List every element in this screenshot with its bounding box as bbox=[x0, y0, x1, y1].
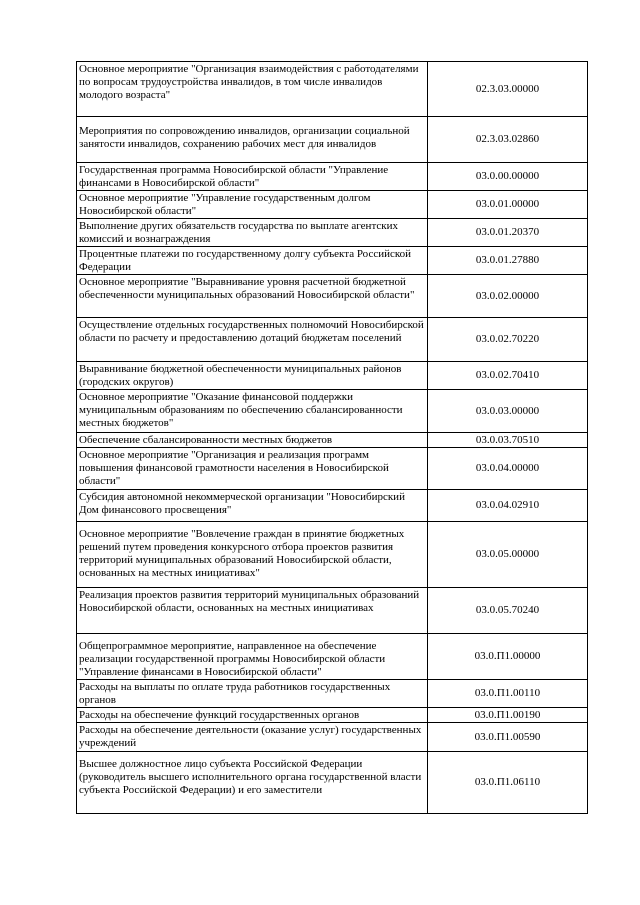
table-row bbox=[77, 219, 588, 247]
row-code: 03.0.03.00000 bbox=[428, 390, 588, 433]
table-row bbox=[77, 522, 588, 588]
table-row bbox=[77, 362, 588, 390]
table-row bbox=[77, 247, 588, 275]
table-row bbox=[77, 490, 588, 522]
row-name: Субсидия автономной некоммерческой организации "Новосибирский Дом финансового просвещения" bbox=[77, 490, 428, 522]
row-code: 03.0.01.00000 bbox=[428, 191, 588, 219]
row-code: 03.0.02.00000 bbox=[428, 275, 588, 318]
row-name: Общепрограммное мероприятие, направленное на обеспечение реализации государственной программы Новосибирской области "Управление финансами в Новосибирской области" bbox=[77, 634, 428, 680]
table-row bbox=[77, 634, 588, 680]
table-row bbox=[77, 390, 588, 433]
table-row bbox=[77, 318, 588, 362]
table-row bbox=[77, 275, 588, 318]
row-code: 03.0.04.00000 bbox=[428, 448, 588, 490]
row-name: Основное мероприятие "Выравнивание уровня расчетной бюджетной обеспеченности муниципальных образований Новосибирской области" bbox=[77, 275, 428, 318]
table-row bbox=[77, 723, 588, 752]
row-name: Процентные платежи по государственному долгу субъекта Российской Федерации bbox=[77, 247, 428, 275]
row-name: Выполнение других обязательств государства по выплате агентских комиссий и вознаграждения bbox=[77, 219, 428, 247]
row-name: Расходы на выплаты по оплате труда работников государственных органов bbox=[77, 680, 428, 708]
row-name: Расходы на обеспечение деятельности (оказание услуг) государственных учреждений bbox=[77, 723, 428, 752]
row-code: 03.0.02.70410 bbox=[428, 362, 588, 390]
row-name: Основное мероприятие "Управление государственным долгом Новосибирской области" bbox=[77, 191, 428, 219]
row-code: 03.0.02.70220 bbox=[428, 318, 588, 362]
row-code: 03.0.П1.00110 bbox=[428, 680, 588, 708]
table-row bbox=[77, 588, 588, 634]
row-name: Реализация проектов развития территорий муниципальных образований Новосибирской области, основанных на местных инициативах bbox=[77, 588, 428, 634]
budget-classification-table bbox=[76, 61, 588, 814]
table-row bbox=[77, 163, 588, 191]
table-row bbox=[77, 117, 588, 163]
table-row bbox=[77, 752, 588, 814]
row-code: 03.0.05.00000 bbox=[428, 522, 588, 588]
row-code: 03.0.04.02910 bbox=[428, 490, 588, 522]
row-code: 03.0.П1.00190 bbox=[428, 708, 588, 723]
table-body bbox=[77, 62, 588, 814]
row-name: Государственная программа Новосибирской области "Управление финансами в Новосибирской области" bbox=[77, 163, 428, 191]
row-code: 03.0.00.00000 bbox=[428, 163, 588, 191]
row-code: 03.0.05.70240 bbox=[428, 588, 588, 634]
row-code: 02.3.03.02860 bbox=[428, 117, 588, 163]
row-code: 03.0.03.70510 bbox=[428, 433, 588, 448]
row-code: 02.3.03.00000 bbox=[428, 62, 588, 117]
row-name: Мероприятия по сопровождению инвалидов, организации социальной занятости инвалидов, сохранению рабочих мест для инвалидов bbox=[77, 117, 428, 163]
row-name: Осуществление отдельных государственных полномочий Новосибирской области по расчету и предоставлению дотаций бюджетам поселений bbox=[77, 318, 428, 362]
row-name: Высшее должностное лицо субъекта Российской Федерации (руководитель высшего исполнительного органа государственной власти субъекта Российской Федерации) и его заместители bbox=[77, 752, 428, 814]
row-code: 03.0.П1.00000 bbox=[428, 634, 588, 680]
table-row bbox=[77, 448, 588, 490]
row-name: Расходы на обеспечение функций государственных органов bbox=[77, 708, 428, 723]
row-name: Обеспечение сбалансированности местных бюджетов bbox=[77, 433, 428, 448]
row-name: Выравнивание бюджетной обеспеченности муниципальных районов (городских округов) bbox=[77, 362, 428, 390]
table-row bbox=[77, 433, 588, 448]
row-code: 03.0.01.20370 bbox=[428, 219, 588, 247]
row-name: Основное мероприятие "Организация и реализация программ повышения финансовой грамотности населения в Новосибирской области" bbox=[77, 448, 428, 490]
row-name: Основное мероприятие "Оказание финансовой поддержки муниципальным образованиям по обеспечению сбалансированности местных бюджетов" bbox=[77, 390, 428, 433]
row-name: Основное мероприятие "Вовлечение граждан в принятие бюджетных решений путем проведения конкурсного отбора проектов развития территорий муниципальных образований Новосибирской области, основанных на местных инициативах" bbox=[77, 522, 428, 588]
row-code: 03.0.01.27880 bbox=[428, 247, 588, 275]
row-name: Основное мероприятие "Организация взаимодействия с работодателями по вопросам трудоустройства инвалидов, в том числе инвалидов молодого возраста" bbox=[77, 62, 428, 117]
row-code: 03.0.П1.06110 bbox=[428, 752, 588, 814]
table-row bbox=[77, 62, 588, 117]
table-row bbox=[77, 708, 588, 723]
table-row bbox=[77, 191, 588, 219]
row-code: 03.0.П1.00590 bbox=[428, 723, 588, 752]
table-row bbox=[77, 680, 588, 708]
